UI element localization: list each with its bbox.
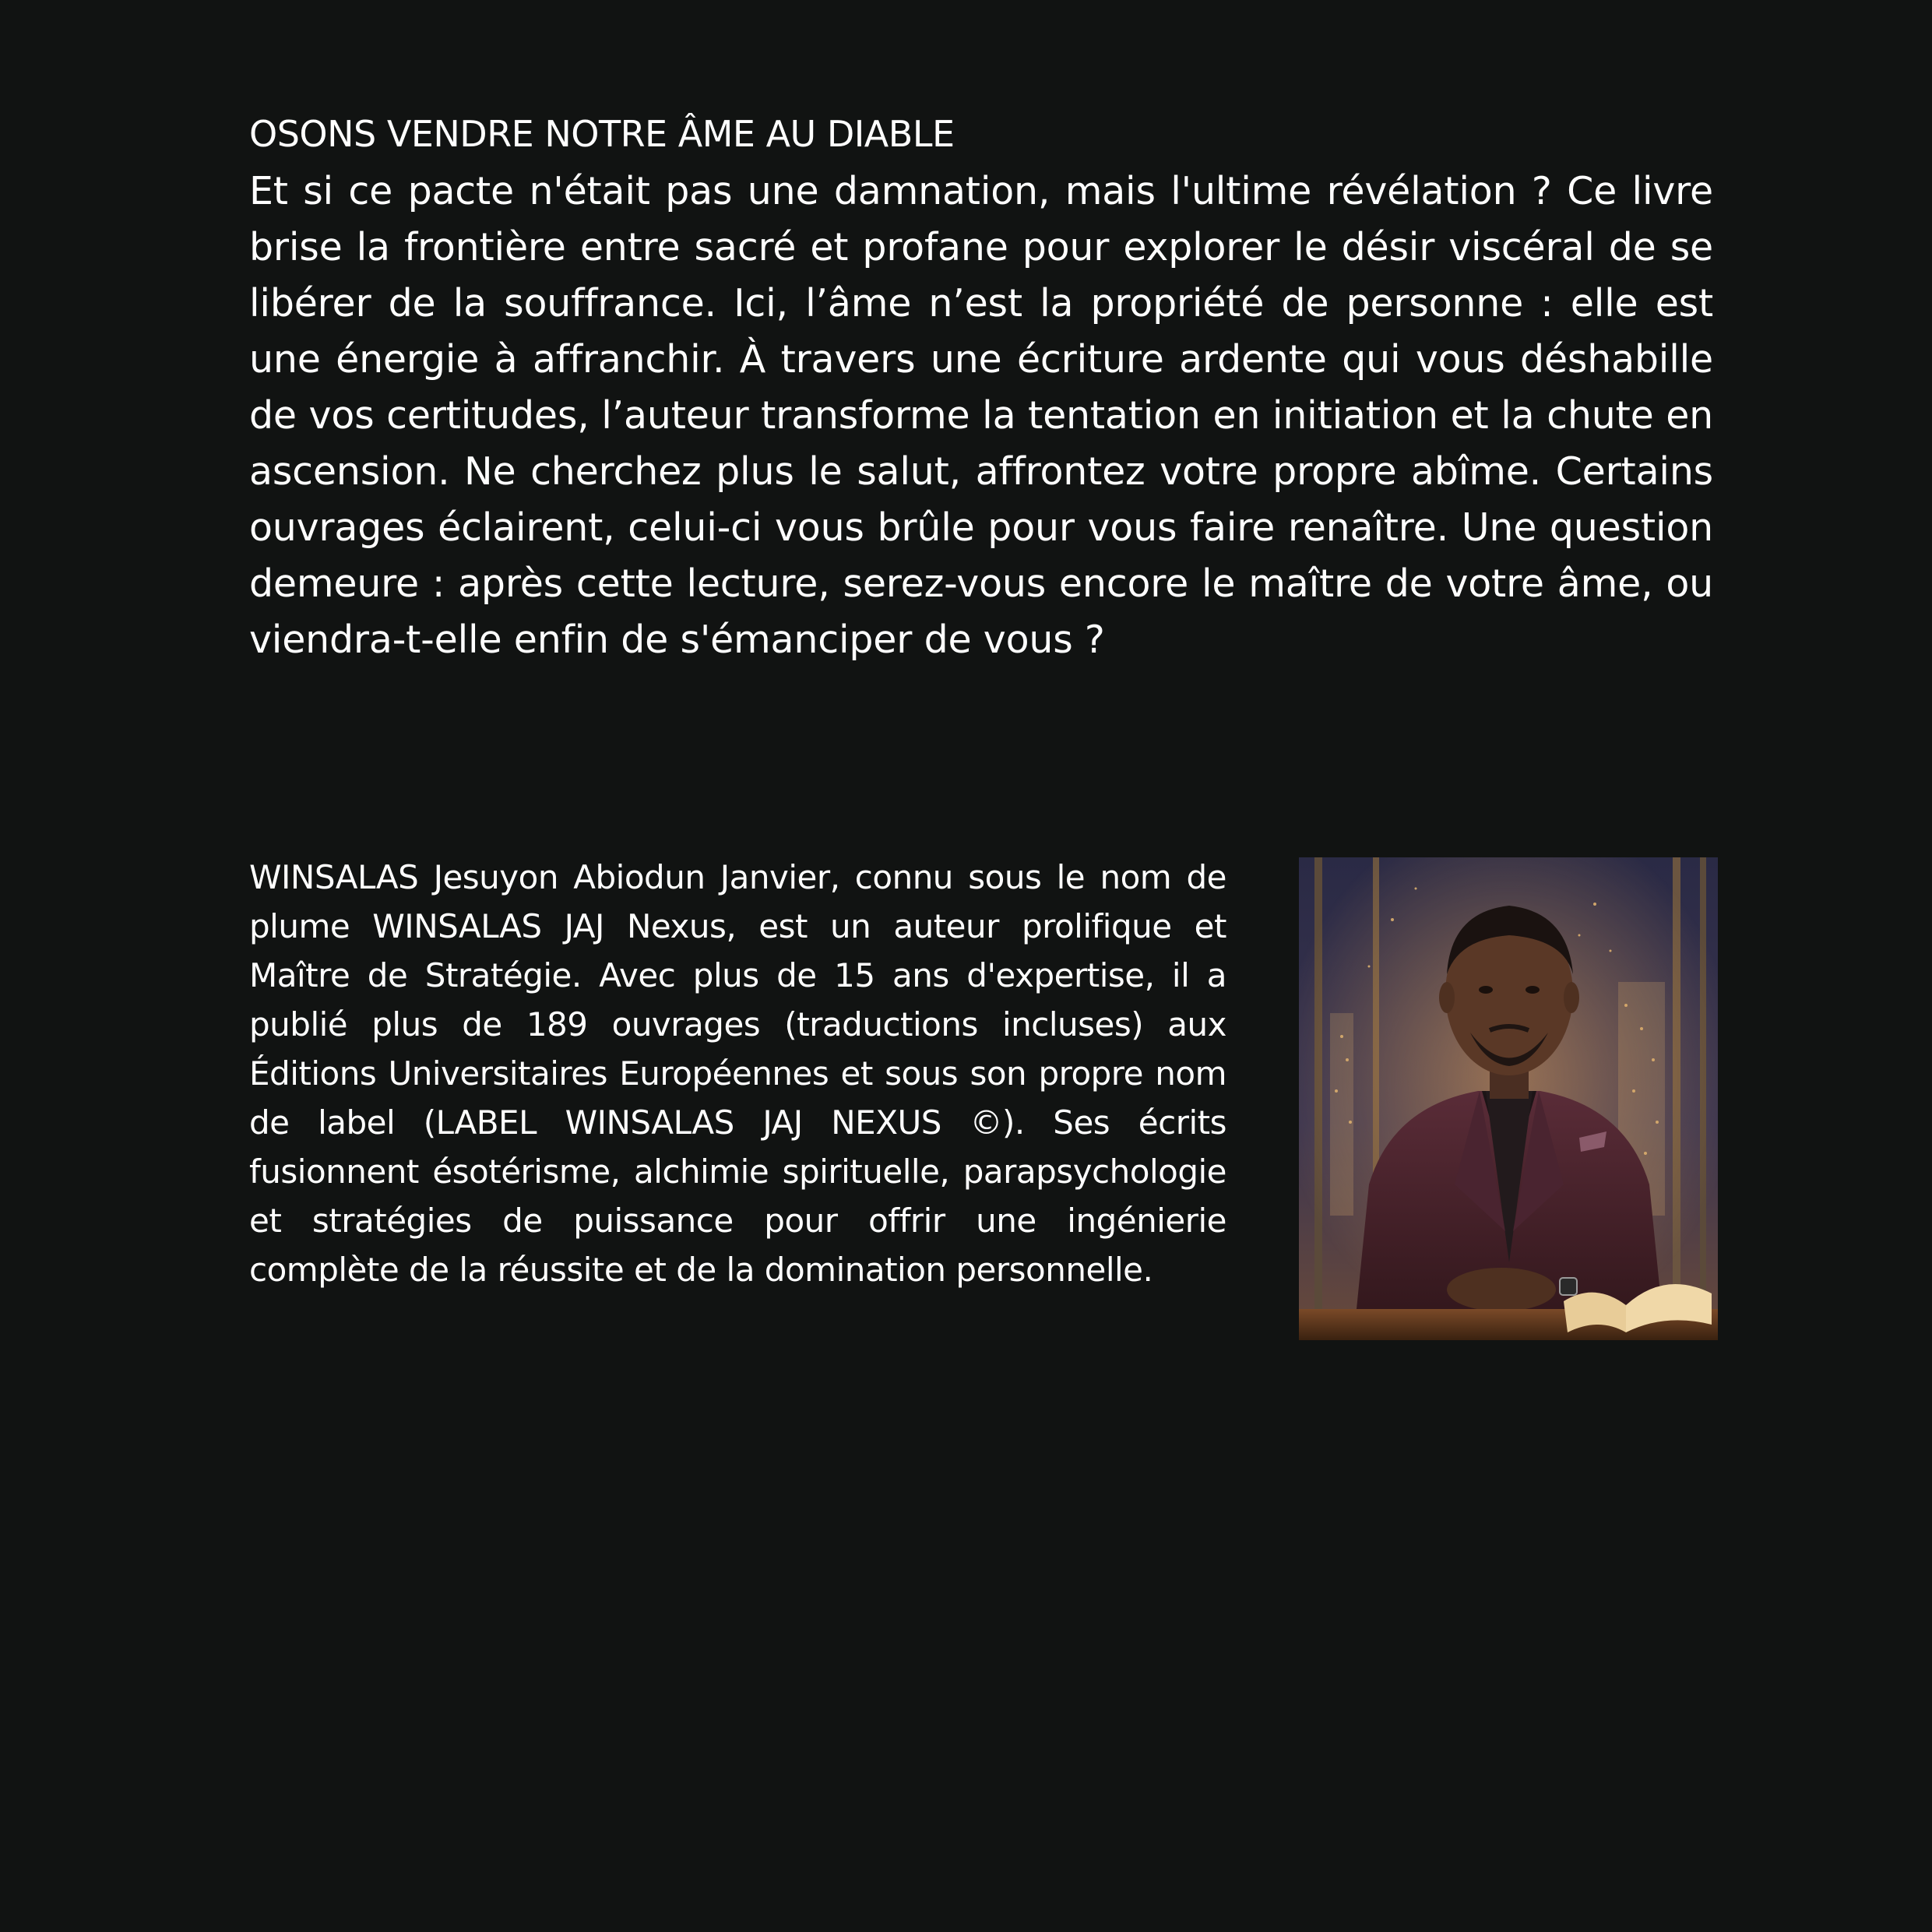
- author-portrait: [1299, 857, 1718, 1340]
- book-title: OSONS VENDRE NOTRE ÂME AU DIABLE: [249, 113, 955, 155]
- author-portrait-image: [1299, 857, 1718, 1340]
- author-bio: WINSALAS Jesuyon Abiodun Janvier, connu sous le nom de plume WINSALAS JAJ Nexus, est un auteur prolifique et Maître de Stratégie. Avec plus de 15 ans d'expertise, il a publié plus de 189 ouvrages (traductions incluses) aux Éditions Universitaires Européennes et sous son propre nom de label (LABEL WINSALAS JAJ NEXUS ©). Ses écrits fusionnent ésotérisme, alchimie spirituelle, parapsychologie et stratégies de puissance pour offrir une ingénierie complète de la réussite et de la domination personnelle.: [249, 858, 1226, 1289]
- book-blurb: Et si ce pacte n'était pas une damnation, mais l'ultime révélation ? Ce livre brise la frontière entre sacré et profane pour explorer le désir viscéral de se libérer de la souffrance. Ici, l’âme n’est la propriété de personne : elle est une énergie à affranchir. À travers une écriture ardente qui vous déshabille de vos certitudes, l’auteur transforme la tentation en initiation et la chute en ascension. Ne cherchez plus le salut, affrontez votre propre abîme. Certains ouvrages éclairent, celui-ci vous brûle pour vous faire renaître. Une question demeure : après cette lecture, serez-vous encore le maître de votre âme, ou viendra-t-elle enfin de s'émanciper de vous ?: [249, 169, 1713, 662]
